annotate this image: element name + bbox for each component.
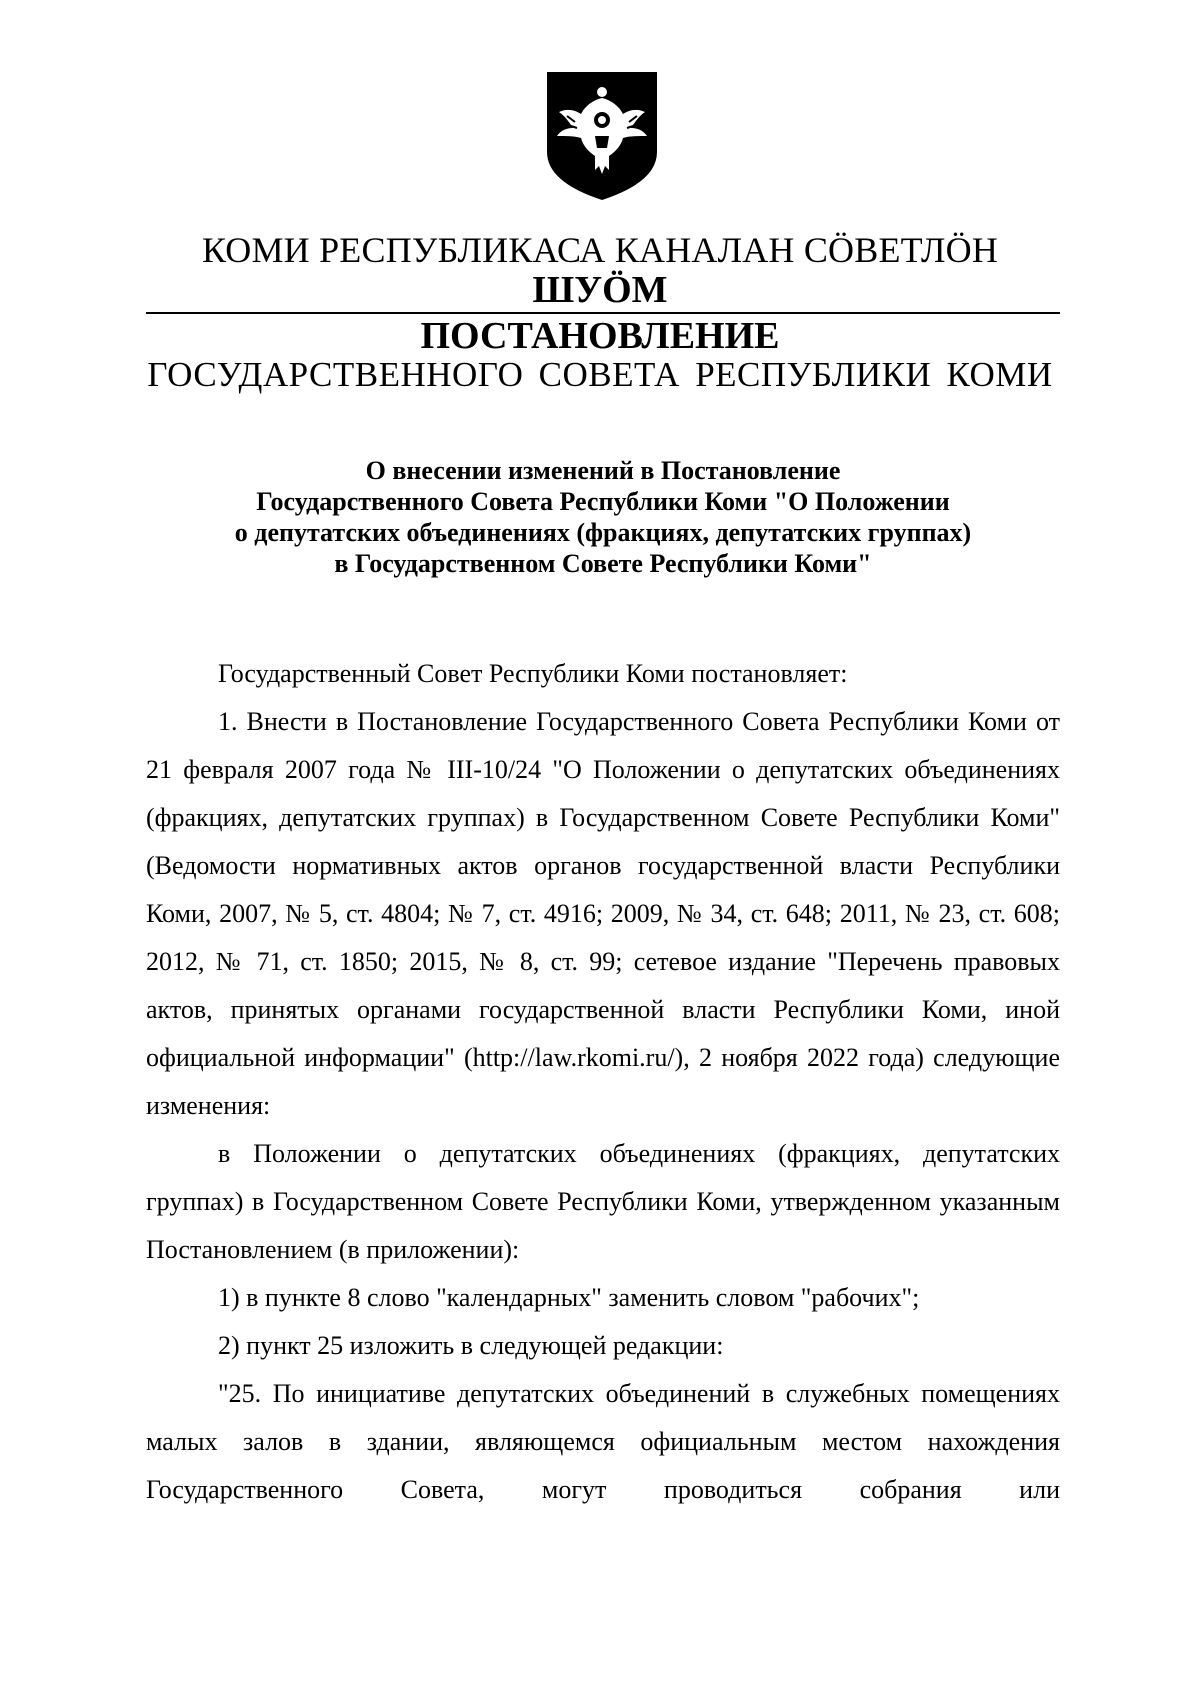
issuer-title: ГОСУДАРСТВЕННОГО СОВЕТА РЕСПУБЛИКИ КОМИ [147,355,1053,394]
komi-doc-type: ШУÖМ [532,269,668,311]
document-body [146,650,1060,1514]
body-paragraph: 2) пункт 25 изложить в следующей редакции: [218,1331,724,1360]
komi-coat-of-arms-icon [545,70,659,202]
doc-type-title: ПОСТАНОВЛЕНИЕ [420,315,780,357]
body-paragraph: 1. Внести в Постановление Государственного Совета Республики Коми от 21 февраля 2007 года № III-10/24 "О Положении о депутатских объединениях (фракциях, депутатских группах) в Государственном Совете Республики Коми" (Ведомости нормативных актов органов государственной власти Республики Коми, 2007, № 5, ст. 4804; № 7, ст. 4916; 2009, № 34, ст. 648; 2011, № 23, ст. 608; 2012, № 71, ст. 1850; 2015, № 8, ст. 99; сетевое издание "Перечень правовых актов, принятых органами государственной власти Республики Коми, иной официальной информации" (http://law.rkomi.ru/), 2 ноября 2022 года) следующие изменения: [146,707,1060,1120]
subject-line: в Государственном Совете Республики Коми" [334,549,872,578]
subject-line: Государственного Совета Республики Коми "О Положении [256,487,950,516]
body-paragraph: "25. По инициативе депутатских объединений в служебных помещениях малых залов в здании, являющемся официальным местом нахождения Государственного Совета, могут проводиться собрания или [146,1379,1060,1504]
subject-line: О внесении изменений в Постановление [365,456,841,485]
body-paragraph: Государственный Совет Республики Коми постановляет: [218,659,848,688]
body-paragraph: 1) в пункте 8 слово "календарных" заменить словом "рабочих"; [218,1283,920,1312]
body-paragraph: в Положении о депутатских объединениях (фракциях, депутатских группах) в Государственном Совете Республики Коми, утвержденном указанным Постановлением (в приложении): [146,1139,1060,1264]
subject-line: о депутатских объединениях (фракциях, депутатских группах) [234,518,972,547]
komi-title: КОМИ РЕСПУБЛИКАСА КАНАЛАН СÖВЕТЛÖН [201,230,999,270]
document-subject [146,455,1060,579]
